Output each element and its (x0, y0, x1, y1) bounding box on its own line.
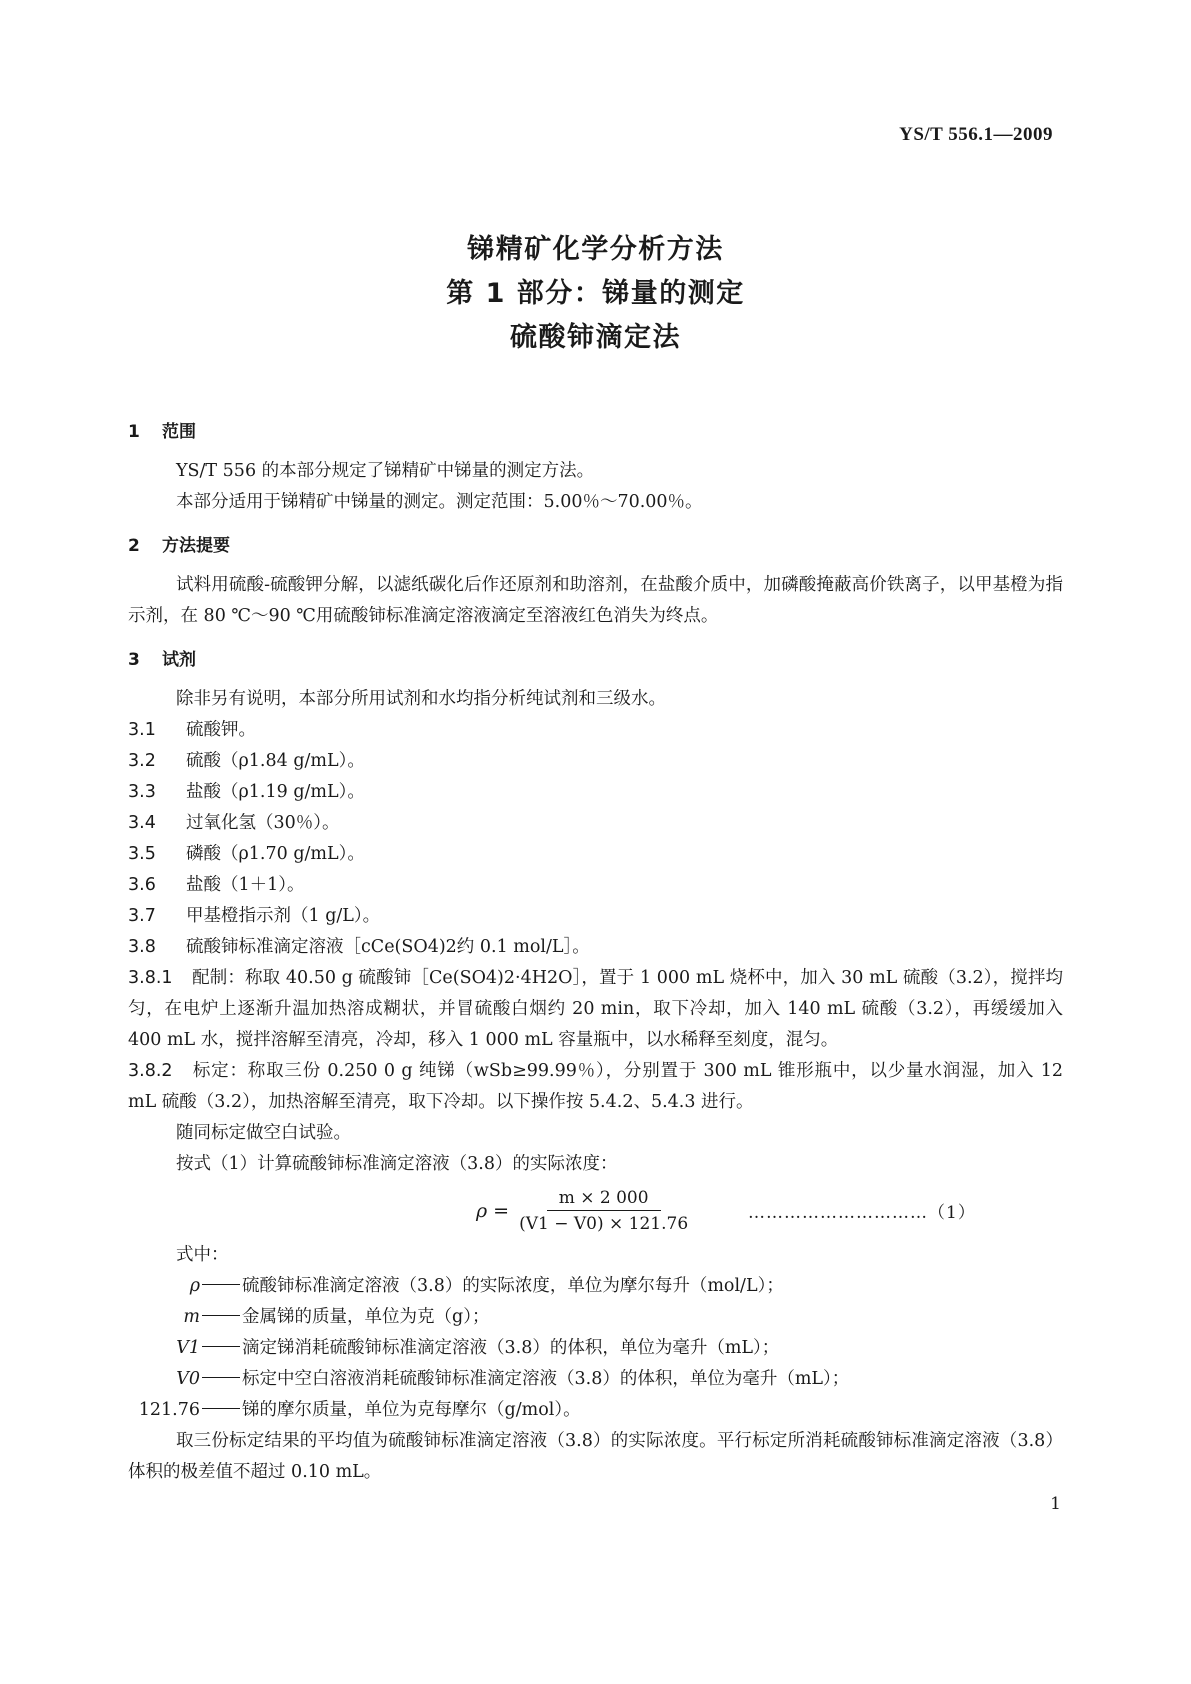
fraction (519, 1188, 688, 1234)
where-label: 式中： (176, 1245, 229, 1265)
formula (476, 1188, 688, 1234)
paragraph: 按式（1）计算硫酸铈标准滴定溶液（3.8）的实际浓度： (176, 1154, 618, 1174)
equals-sign: = (493, 1200, 510, 1222)
list-item: 3.1 硫酸钾。 (128, 720, 256, 740)
list-item: 3.7 甲基橙指示剂（1 g/L）。 (128, 906, 381, 926)
list-item: 3.8 硫酸铈标准滴定溶液［cCe(SO4)2约 0.1 mol/L］。 (128, 937, 590, 957)
paragraph: 随同标定做空白试验。 (176, 1123, 351, 1143)
section-heading-reagents (128, 646, 1063, 674)
paragraph: 取三份标定结果的平均值为硫酸铈标准滴定溶液（3.8）的实际浓度。平行标定所消耗硫酸铈标准滴定溶液（3.8）体积的极差值不超过 0.10 mL。 (128, 1431, 1063, 1482)
section-number: 1 (128, 422, 140, 442)
definition-row: ρ 硫酸铈标准滴定溶液（3.8）的实际浓度，单位为摩尔每升（mol/L）； (189, 1276, 784, 1296)
formula-denominator: (V1 − V0) × 121.76 (519, 1214, 689, 1234)
formula-lhs: ρ (476, 1200, 488, 1222)
paragraph: YS/T 556 的本部分规定了锑精矿中锑量的测定方法。 (176, 461, 595, 481)
list-item: 3.4 过氧化氢（30％）。 (128, 813, 340, 833)
formula-numerator: m × 2 000 (547, 1188, 661, 1211)
document-title (0, 228, 1191, 360)
section-title: 方法提要 (162, 536, 230, 556)
section-heading-principle (128, 532, 1063, 560)
title-line-1: 锑精矿化学分析方法 (467, 234, 724, 265)
page-number: 1 (1050, 1494, 1061, 1514)
definition-row: 121.76 锑的摩尔质量，单位为克每摩尔（g/mol）。 (138, 1400, 581, 1420)
section-number: 3 (128, 650, 140, 670)
paragraph: 除非另有说明，本部分所用试剂和水均指分析纯试剂和三级水。 (176, 689, 666, 709)
paragraph: 试料用硫酸-硫酸钾分解，以滤纸碳化后作还原剂和助溶剂，在盐酸介质中，加磷酸掩蔽高价铁离子，以甲基橙为指示剂，在 80 ℃～90 ℃用硫酸铈标准滴定溶液滴定至溶液红色消失为终点。 (128, 575, 1063, 626)
subclause-preparation: 3.8.1 配制：称取 40.50 g 硫酸铈［Ce(SO4)2·4H2O］，置于 1 000 mL 烧杯中，加入 30 mL 硫酸（3.2），搅拌均匀，在电炉上逐渐升温加热溶成糊状，并冒硫酸白烟约 20 min，取下冷却，加入 140 mL 硫酸（3.2），再缓缓加入 400 mL 水，搅拌溶解至清亮，冷却，移入 1 000 mL 容量瓶中，以水稀释至刻度，混匀。 (128, 968, 1063, 1050)
definition-row: m 金属锑的质量，单位为克（g）； (183, 1307, 490, 1327)
variable-definitions (128, 1271, 1063, 1426)
definition-row: V0 标定中空白溶液消耗硫酸铈标准滴定溶液（3.8）的体积，单位为毫升（mL）； (176, 1369, 850, 1389)
title-line-3: 硫酸铈滴定法 (510, 322, 681, 353)
section-heading-scope (128, 418, 1063, 446)
document-body (128, 418, 1063, 1488)
equation-1 (128, 1184, 1063, 1240)
list-item: 3.6 盐酸（1＋1）。 (128, 875, 305, 895)
paragraph: 本部分适用于锑精矿中锑量的测定。测定范围：5.00％～70.00％。 (176, 492, 703, 512)
definition-row: V1 滴定锑消耗硫酸铈标准滴定溶液（3.8）的体积，单位为毫升（mL）； (176, 1338, 780, 1358)
standard-code: YS/T 556.1—2009 (899, 124, 1053, 145)
section-title: 试剂 (162, 650, 196, 670)
equation-number: …………………………（1） (748, 1203, 976, 1223)
list-item: 3.5 磷酸（ρ1.70 g/mL）。 (128, 844, 365, 864)
section-title: 范围 (162, 422, 196, 442)
list-item: 3.2 硫酸（ρ1.84 g/mL）。 (128, 751, 365, 771)
list-item: 3.3 盐酸（ρ1.19 g/mL）。 (128, 782, 365, 802)
section-number: 2 (128, 536, 140, 556)
title-line-2: 第 1 部分：锑量的测定 (446, 278, 745, 309)
subclause-standardization: 3.8.2 标定：称取三份 0.250 0 g 纯锑（wSb≥99.99％），分别置于 300 mL 锥形瓶中，以少量水润湿，加入 12 mL 硫酸（3.2），加热溶解至清亮，取下冷却。以下操作按 5.4.2、5.4.3 进行。 (128, 1061, 1063, 1112)
